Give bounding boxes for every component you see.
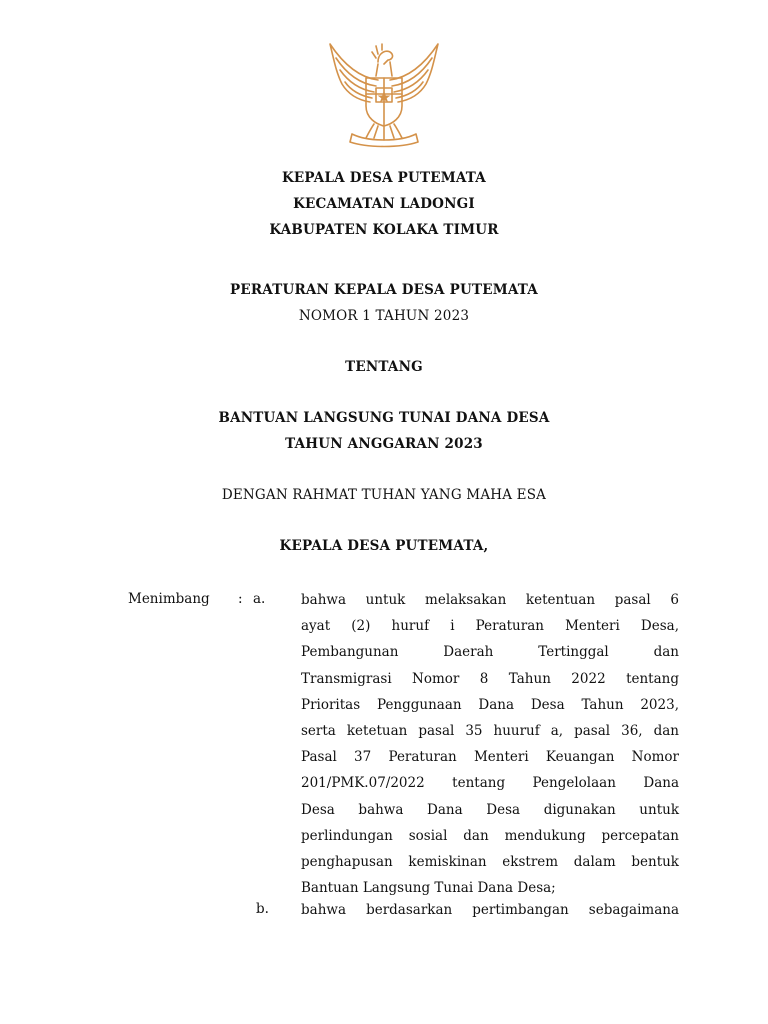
paragraph-line: Bantuan Langsung Tunai Dana Desa; [301, 880, 556, 897]
regulation-authority: KEPALA DESA PUTEMATA, [279, 538, 489, 554]
paragraph-line: Pasal 37 Peraturan Menteri Keuangan Nomor [301, 749, 679, 766]
paragraph-line: serta ketetuan pasal 35 huuruf a, pasal 36, dan [301, 722, 679, 739]
considering-separator: : [238, 591, 243, 607]
regulation-blessing: DENGAN RAHMAT TUHAN YANG MAHA ESA [221, 487, 547, 503]
paragraph-line: 201/PMK.07/2022 tentang Pengelolaan Dana [301, 775, 679, 792]
paragraph-line: Desa bahwa Dana Desa digunakan untuk [301, 801, 679, 818]
regulation-subject-1: BANTUAN LANGSUNG TUNAI DANA DESA [218, 410, 550, 426]
regulation-subject-2: TAHUN ANGGARAN 2023 [285, 436, 483, 452]
header-line-3: KABUPATEN KOLAKA TIMUR [269, 222, 499, 238]
header-line-2: KECAMATAN LADONGI [293, 196, 475, 212]
paragraph-line: bahwa untuk melaksakan ketentuan pasal 6 [301, 592, 679, 608]
paragraph-line: penghapusan kemiskinan ekstrem dalam bentuk [301, 853, 679, 870]
paragraph-line: Pembangunan Daerah Tertinggal dan [301, 644, 679, 661]
paragraph-line: ayat (2) huruf i Peraturan Menteri Desa, [301, 618, 679, 635]
paragraph-line: perlindungan sosial dan mendukung percepatan [301, 827, 679, 844]
paragraph-line: bahwa berdasarkan pertimbangan sebagaimana [301, 902, 679, 918]
regulation-number: NOMOR 1 TAHUN 2023 [298, 308, 470, 324]
item-a-marker: a. [253, 591, 266, 607]
paragraph-line: Transmigrasi Nomor 8 Tahun 2022 tentang [301, 670, 679, 687]
considering-label: Menimbang [128, 591, 210, 607]
item-b-marker: b. [256, 901, 269, 917]
garuda-emblem-icon [318, 38, 450, 150]
item-a-text [301, 587, 679, 901]
regulation-title: PERATURAN KEPALA DESA PUTEMATA [230, 282, 538, 298]
header-line-1: KEPALA DESA PUTEMATA [282, 170, 486, 186]
item-b-text [301, 897, 679, 923]
paragraph-line: Prioritas Penggunaan Dana Desa Tahun 2023, [301, 696, 679, 713]
regulation-about: TENTANG [345, 359, 423, 375]
